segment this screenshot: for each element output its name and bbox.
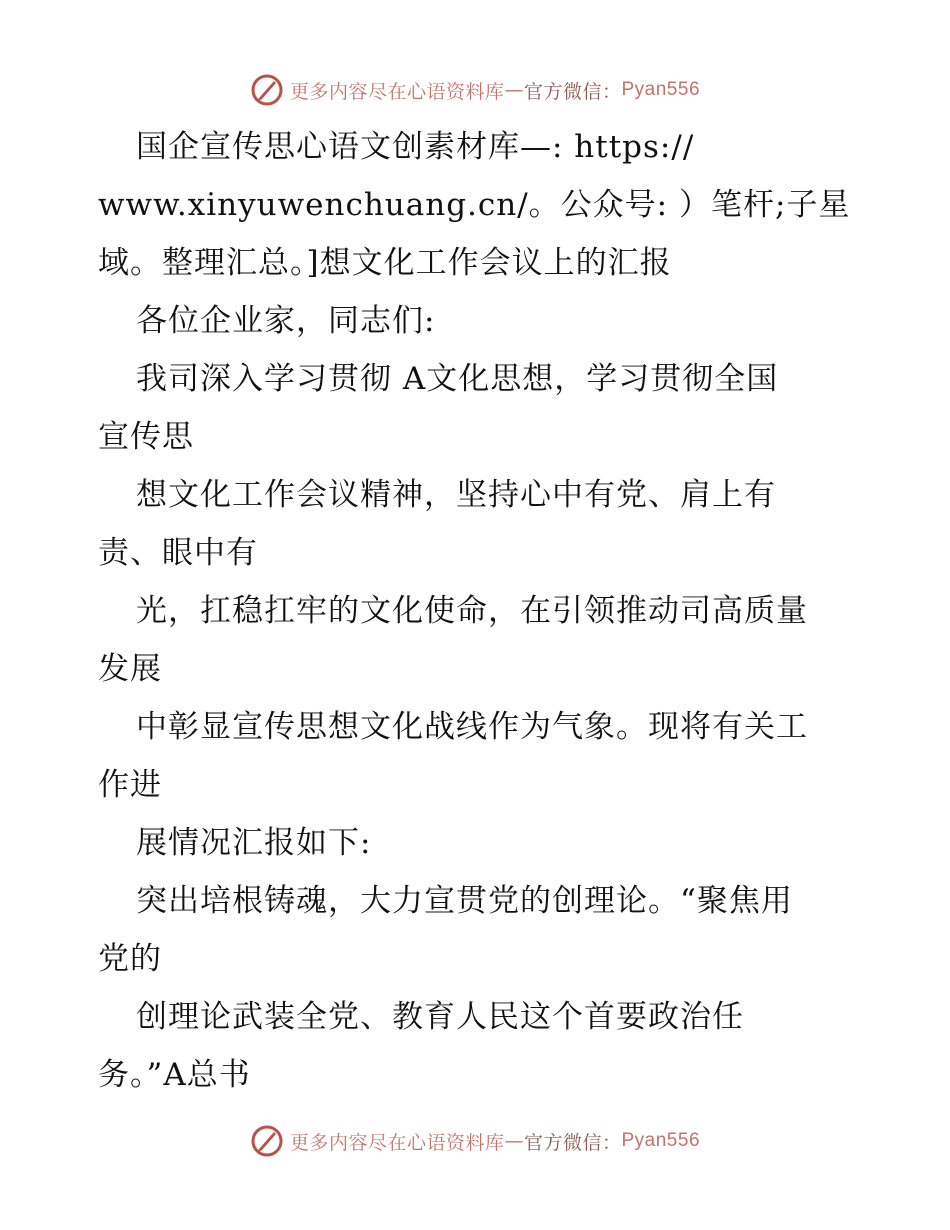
text-line: 域。整理汇总。]想文化工作会议上的汇报 <box>98 245 672 281</box>
quill-circle-logo-icon <box>250 1124 284 1158</box>
header-watermark <box>0 70 950 110</box>
text-line: 务。”A总书 <box>98 1057 251 1093</box>
text-line: 宣传思 <box>98 419 194 455</box>
text-line: 党的 <box>98 941 162 977</box>
text-line: 中彰显宣传思想文化战线作为气象。现将有关工 <box>136 709 808 745</box>
text-line: 我司深入学习贯彻 A文化思想，学习贯彻全国 <box>136 361 779 397</box>
watermark-main-text: 更多内容尽在心语资料库 <box>289 1131 505 1154</box>
text-line: 国企宣传思心语文创素材库—: https:// <box>136 129 695 165</box>
text-line: www.xinyuwenchuang.cn/。公众号: ）笔杆;子星 <box>98 187 851 223</box>
text-line: 各位企业家，同志们: <box>136 303 436 339</box>
text-line: 作进 <box>98 767 162 803</box>
footer-watermark <box>0 1121 950 1161</box>
document-body <box>98 118 858 1104</box>
text-line: 突出培根铸魂，大力宣贯党的创理论。“聚焦用 <box>136 883 793 919</box>
watermark-separator: — <box>504 1130 524 1152</box>
watermark-contact-label: 官方微信： <box>523 80 622 103</box>
text-line: 展情况汇报如下: <box>136 825 372 861</box>
watermark-main-text: 更多内容尽在心语资料库 <box>289 80 505 103</box>
text-line: 创理论武装全党、教育人民这个首要政治任 <box>136 999 744 1035</box>
watermark-contact-id: Pyan556 <box>621 1130 701 1151</box>
text-line: 发展 <box>98 651 162 687</box>
text-line: 责、眼中有 <box>98 535 258 571</box>
quill-circle-logo-icon <box>250 73 284 107</box>
text-line: 光，扛稳扛牢的文化使命，在引领推动司高质量 <box>136 593 808 629</box>
text-line: 想文化工作会议精神，坚持心中有党、肩上有 <box>136 477 776 513</box>
watermark-contact-id: Pyan556 <box>621 79 701 100</box>
watermark-contact-label: 官方微信： <box>523 1131 622 1154</box>
watermark-separator: — <box>504 79 524 101</box>
